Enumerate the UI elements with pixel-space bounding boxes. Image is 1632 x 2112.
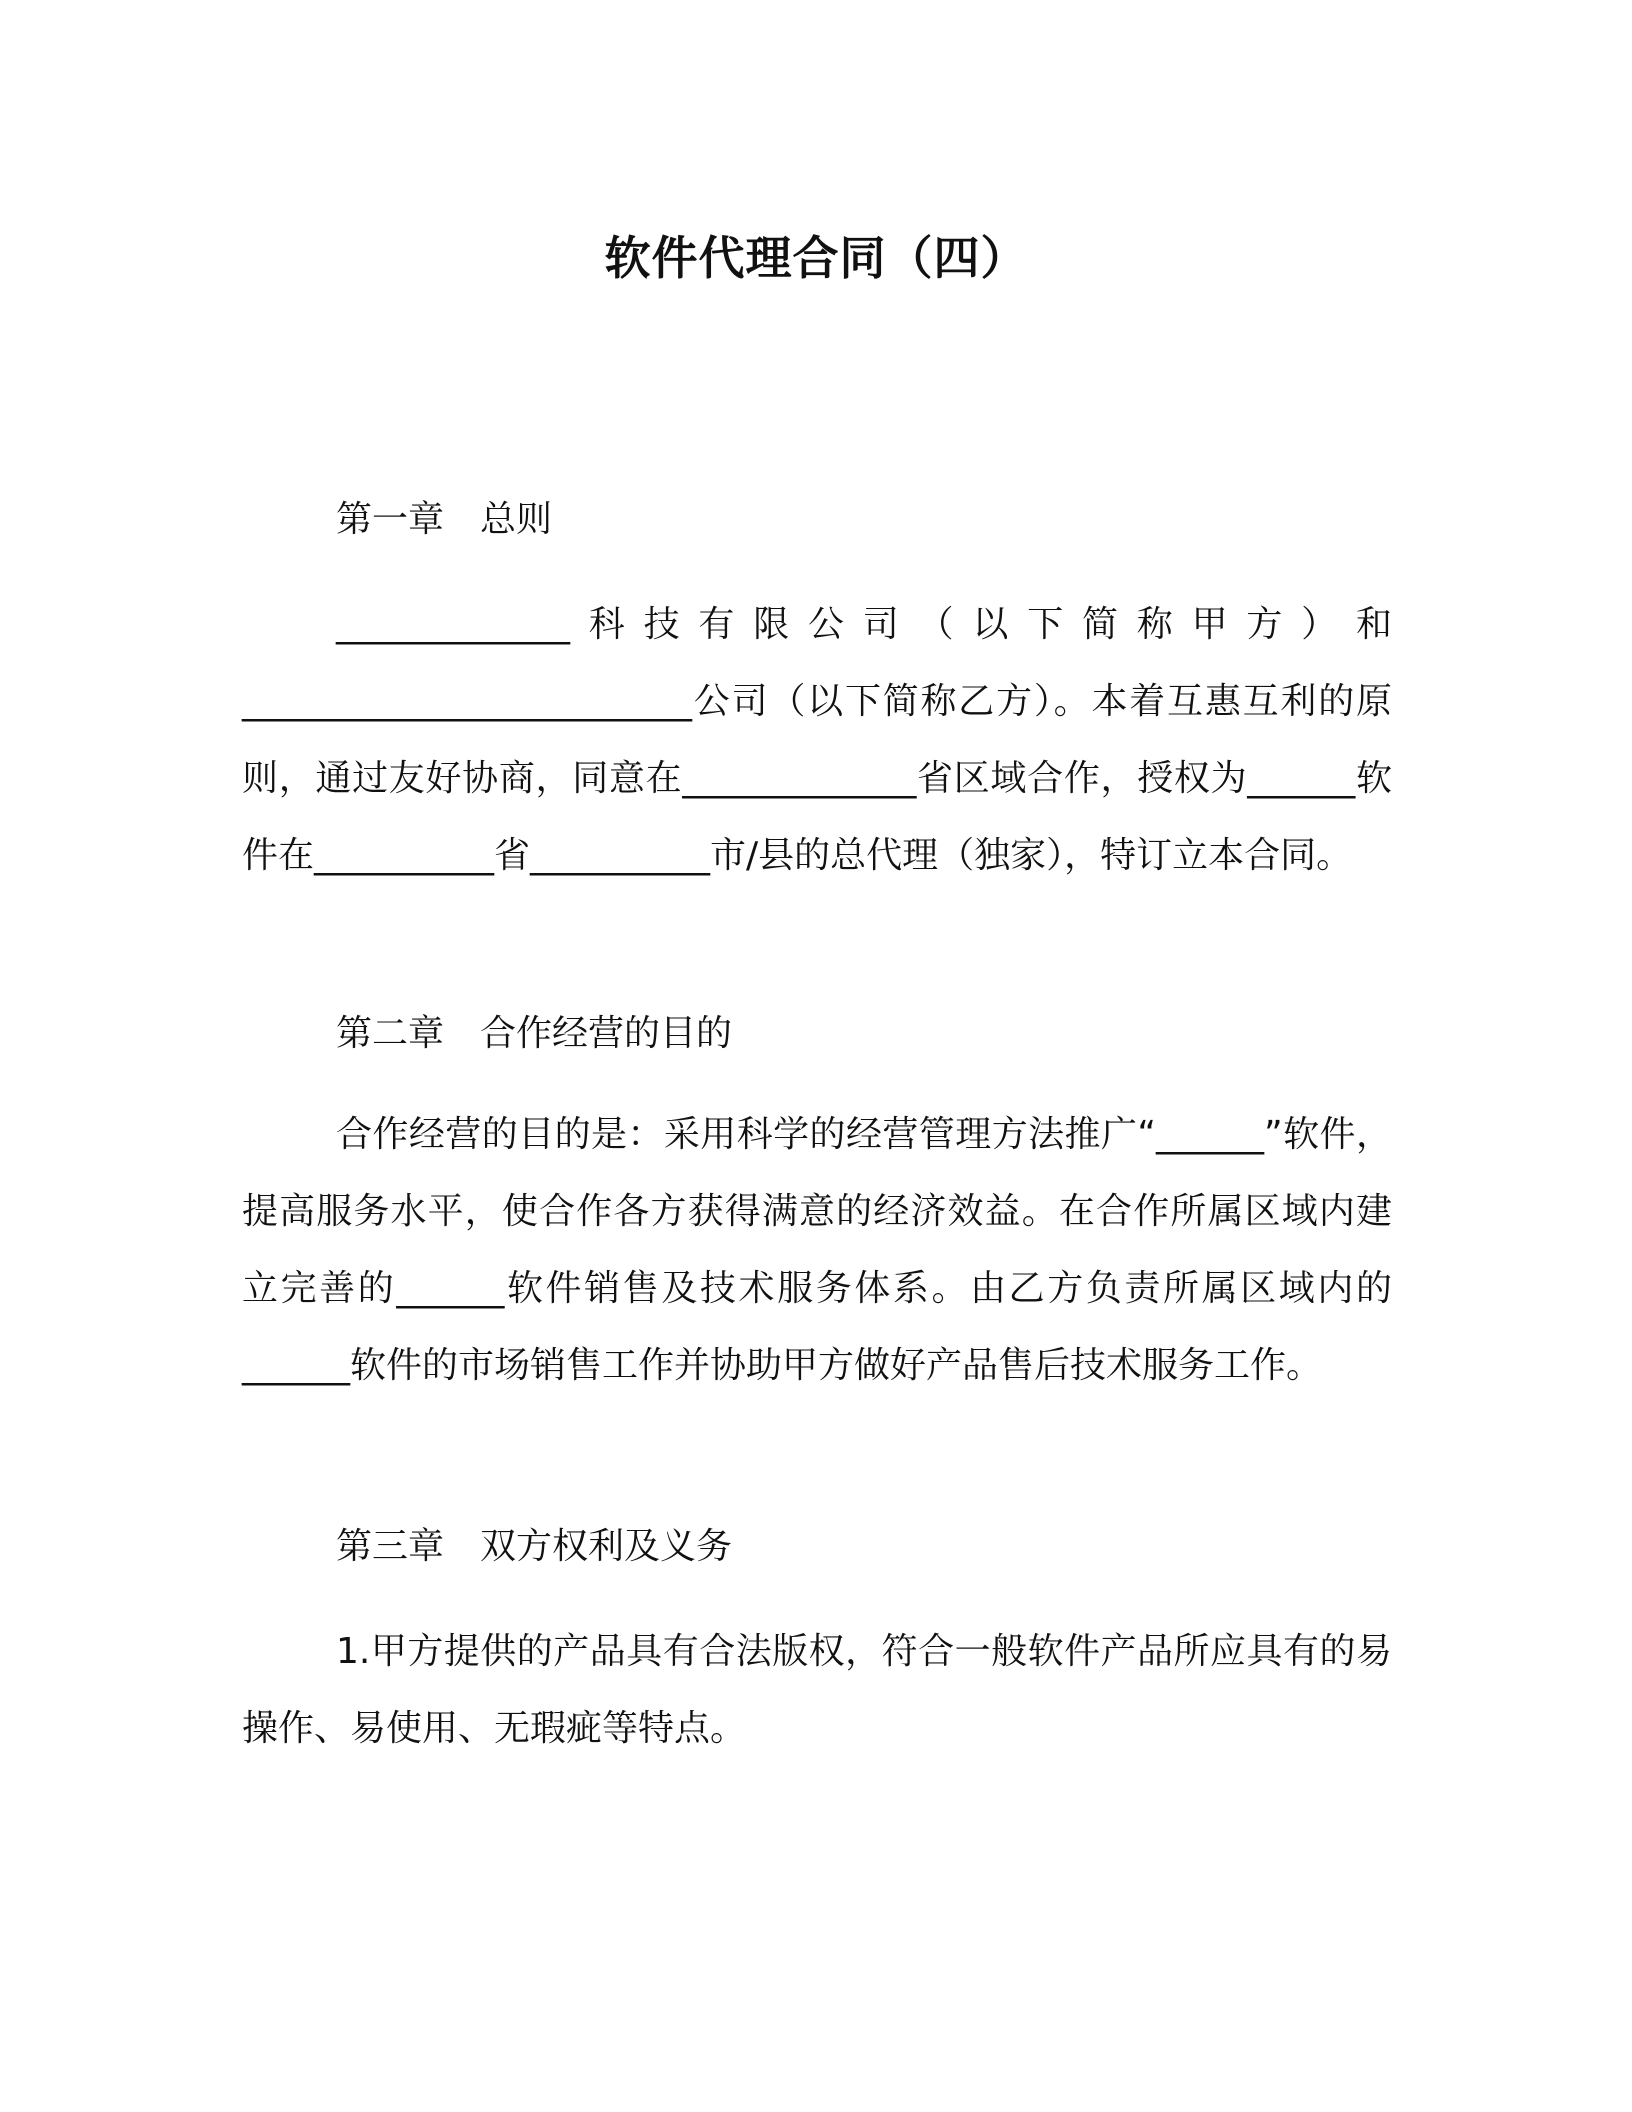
chapter-1-heading: 第一章 总则 <box>336 499 553 540</box>
chapter-1-paragraph: _____________科技有限公司（以下简称甲方）和_________________________公司（以下简称乙方）。本着互惠互利的原则，通过友好协商，同意在_____________省区域合作，授权为______软件在__________省__________市/县的总代理（独家），特订立本合同。 <box>242 604 1392 876</box>
chapter-2-heading: 第二章 合作经营的目的 <box>336 1013 733 1054</box>
chapter-3-heading: 第三章 双方权利及义务 <box>336 1526 733 1567</box>
chapter-2-body <box>242 1096 1392 1404</box>
chapter-3-paragraph: 1.甲方提供的产品具有合法版权，符合一般软件产品所应具有的易操作、易使用、无瑕疵等特点。 <box>242 1631 1392 1749</box>
document-title: 软件代理合同（四） <box>604 231 1028 285</box>
chapter-2-paragraph: 合作经营的目的是：采用科学的经营管理方法推广“______”软件，提高服务水平，使合作各方获得满意的经济效益。在合作所属区域内建立完善的______软件销售及技术服务体系。由乙方负责所属区域内的______软件的市场销售工作并协助甲方做好产品售后技术服务工作。 <box>242 1114 1392 1386</box>
chapter-3-body <box>242 1613 1392 1767</box>
chapter-1-body <box>242 586 1392 894</box>
